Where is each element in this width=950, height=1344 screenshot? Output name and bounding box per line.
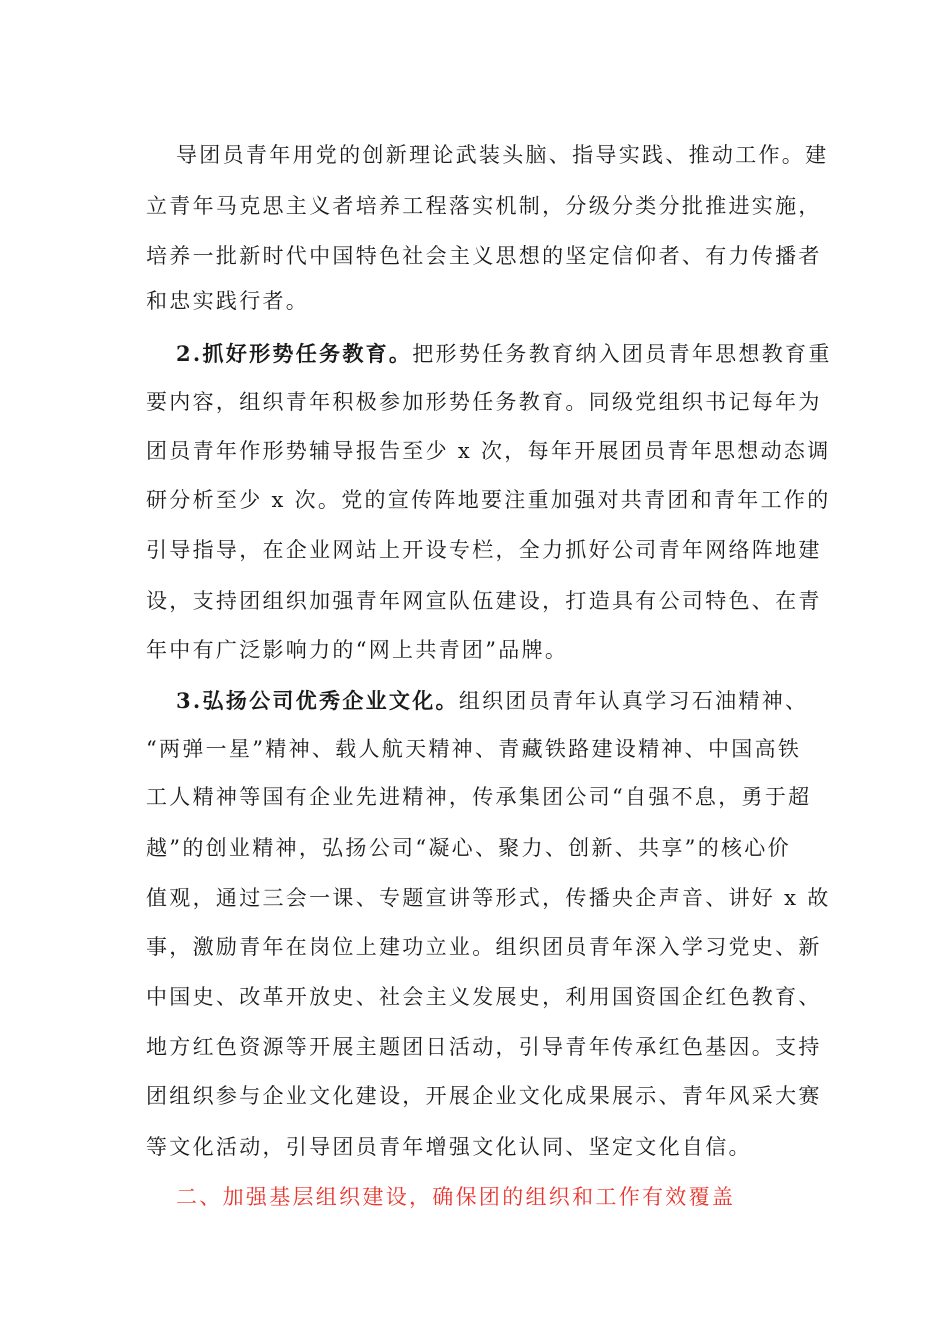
paragraph-line: 等文化活动，引导团员青年增强文化认同、坚定文化自信。 bbox=[146, 1135, 752, 1159]
paragraph-line: “两弹一星”精神、载人航天精神、青藏铁路建设精神、中国高铁 bbox=[146, 737, 802, 761]
paragraph-line: 年中有广泛影响力的“网上共青团”品牌。 bbox=[146, 638, 569, 662]
section-heading: 二、加强基层组织建设，确保团的组织和工作有效覆盖 bbox=[176, 1185, 736, 1209]
paragraph-line: 团组织参与企业文化建设，开展企业文化成果展示、青年风采大赛 bbox=[146, 1084, 822, 1108]
paragraph-line: 团员青年作形势辅导报告至少 x 次，每年开展团员青年思想动态调 bbox=[146, 439, 831, 463]
section-3-first-line-text: 组织团员青年认真学习石油精神、 bbox=[458, 689, 809, 713]
section-2-first-line-text: 把形势任务教育纳入团员青年思想教育重 bbox=[412, 342, 832, 366]
paragraph-line: 导团员青年用党的创新理论武装头脑、指导实践、推动工作。建 bbox=[176, 143, 829, 167]
paragraph-line: 设，支持团组织加强青年网宣队伍建设，打造具有公司特色、在青 bbox=[146, 589, 822, 613]
paragraph-line: 值观，通过三会一课、专题宣讲等形式，传播央企声音、讲好 x 故 bbox=[146, 886, 831, 910]
paragraph-line: 和忠实践行者。 bbox=[146, 289, 310, 313]
paragraph-line: 培养一批新时代中国特色社会主义思想的坚定信仰者、有力传播者 bbox=[146, 244, 822, 268]
paragraph-line: 中国史、改革开放史、社会主义发展史，利用国资国企红色教育、 bbox=[146, 985, 822, 1009]
paragraph-line: 事，激励青年在岗位上建功立业。组织团员青年深入学习党史、新 bbox=[146, 935, 822, 959]
paragraph-line: 要内容，组织青年积极参加形势任务教育。同级党组织书记每年为 bbox=[146, 390, 822, 414]
section-3-first-line bbox=[176, 688, 809, 714]
paragraph-line: 研分析至少 x 次。党的宣传阵地要注重加强对共青团和青年工作的 bbox=[146, 488, 831, 512]
section-2-heading: 2.抓好形势任务教育。 bbox=[176, 341, 413, 366]
section-3-heading: 3.弘扬公司优秀企业文化。 bbox=[176, 688, 459, 713]
section-2-first-line bbox=[176, 341, 832, 367]
paragraph-line: 越”的创业精神，弘扬公司“凝心、聚力、创新、共享”的核心价 bbox=[146, 836, 791, 860]
paragraph-line: 工人精神等国有企业先进精神，传承集团公司“自强不息，勇于超 bbox=[146, 785, 812, 809]
paragraph-line: 引导指导，在企业网站上开设专栏，全力抓好公司青年网络阵地建 bbox=[146, 538, 822, 562]
paragraph-line: 立青年马克思主义者培养工程落实机制，分级分类分批推进实施， bbox=[146, 194, 822, 218]
paragraph-line: 地方红色资源等开展主题团日活动，引导青年传承红色基因。支持 bbox=[146, 1035, 822, 1059]
